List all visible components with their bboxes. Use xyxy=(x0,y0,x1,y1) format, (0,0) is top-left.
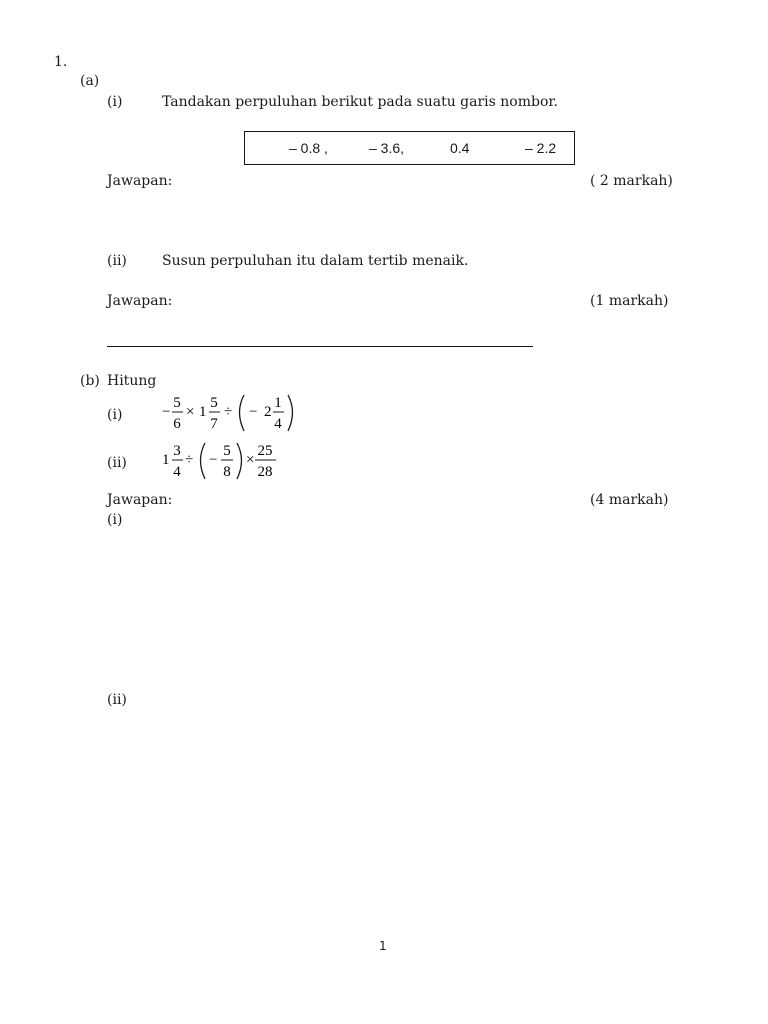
page-number: 1 xyxy=(379,939,387,953)
fraction-denominator: 8 xyxy=(223,464,231,480)
fraction-numerator: 1 xyxy=(274,395,282,411)
minus-sign: − xyxy=(162,404,171,420)
decimal-value: 0.4 xyxy=(450,140,470,156)
part-a-ii-label: (ii) xyxy=(107,253,127,269)
mixed-whole: 2 xyxy=(264,404,272,420)
part-a-i-label: (i) xyxy=(107,94,123,110)
right-parenthesis xyxy=(288,395,293,431)
left-parenthesis xyxy=(240,395,245,431)
times-sign: × xyxy=(246,452,255,468)
marks-label: (1 markah) xyxy=(590,293,669,309)
divide-sign: ÷ xyxy=(224,404,233,420)
fraction-denominator: 4 xyxy=(173,464,181,480)
marks-label: (4 markah) xyxy=(590,492,669,508)
fraction-denominator: 6 xyxy=(173,416,181,432)
working-label-ii: (ii) xyxy=(107,692,127,708)
answer-line xyxy=(107,346,533,347)
decimal-value: – 2.2 xyxy=(525,140,557,156)
right-parenthesis xyxy=(237,443,242,479)
part-a-ii-instruction: Susun perpuluhan itu dalam tertib menaik. xyxy=(162,253,469,269)
fraction-numerator: 3 xyxy=(173,443,181,459)
fraction-numerator: 5 xyxy=(210,395,218,411)
answer-label: Jawapan: xyxy=(107,492,173,508)
fraction-numerator: 5 xyxy=(173,395,181,411)
decimal-value: – 0.8 , xyxy=(289,140,328,156)
minus-sign: − xyxy=(249,404,258,420)
fraction-denominator: 7 xyxy=(210,416,218,432)
fraction-numerator: 5 xyxy=(223,443,231,459)
minus-sign: − xyxy=(209,452,218,468)
answer-label: Jawapan: xyxy=(107,293,173,309)
times-sign: × xyxy=(186,404,195,420)
left-parenthesis xyxy=(201,443,206,479)
expression-b-ii xyxy=(160,438,290,486)
part-a-i-instruction: Tandakan perpuluhan berikut pada suatu garis nombor. xyxy=(162,94,558,110)
part-b-i-label: (i) xyxy=(107,407,123,423)
question-number: 1. xyxy=(54,54,68,70)
part-b-label: (b) xyxy=(80,373,100,389)
working-label-i: (i) xyxy=(107,512,123,528)
answer-label: Jawapan: xyxy=(107,173,173,189)
part-a-label: (a) xyxy=(80,73,100,89)
fraction-denominator: 4 xyxy=(274,416,282,432)
divide-sign: ÷ xyxy=(185,452,194,468)
fraction-numerator: 25 xyxy=(257,443,273,459)
decimal-value: – 3.6, xyxy=(369,140,405,156)
marks-label: ( 2 markah) xyxy=(590,173,673,189)
part-b-heading: Hitung xyxy=(107,373,157,389)
part-b-ii-label: (ii) xyxy=(107,455,127,471)
fraction-denominator: 28 xyxy=(257,464,273,480)
decimals-box xyxy=(244,131,575,165)
expression-b-i xyxy=(160,390,300,438)
mixed-whole: 1 xyxy=(162,452,170,468)
mixed-whole: 1 xyxy=(199,404,207,420)
